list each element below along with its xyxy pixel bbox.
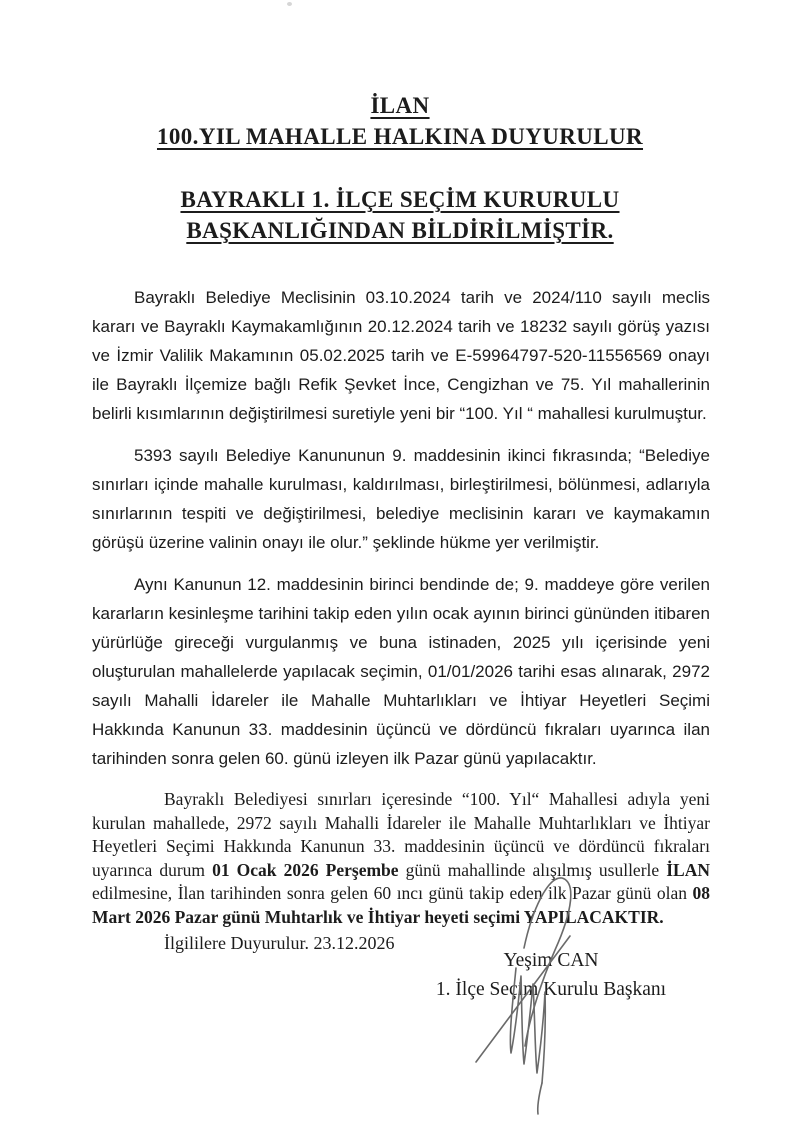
closing-line: İlgililere Duyurulur. 23.12.2026 (164, 933, 395, 953)
document-header (0, 90, 800, 247)
paragraph-segment: edilmesine, İlan tarihinden sonra gelen 60 ıncı günü takip eden ilk Pazar günü olan (92, 883, 693, 903)
signatory-title: 1. İlçe Seçim Kurulu Başkanı (435, 979, 667, 1000)
paragraph-bold-segment: 01 Ocak 2026 Perşembe (212, 859, 399, 880)
document-title-line1: İLAN (370, 93, 430, 118)
paragraph (92, 283, 710, 428)
document-body (92, 283, 710, 929)
paragraph-segment: 5393 sayılı Belediye Kanununun 9. maddesinin ikinci fıkrasında; “Belediye sınırları içinde mahalle kurulması, kaldırılması, birleştirilmesi, bölünmesi, adlarıyla sınırlarının tespiti ve değiştirilmesi, belediye meclisinin kararı ve kaymakamın görüşü üzerine valinin onayı ile olur.” şeklinde hükme yer verilmiştir. (92, 446, 710, 552)
handwritten-signature-icon (452, 868, 622, 1118)
paragraph-bold-segment: İLAN (666, 859, 710, 880)
document-subtitle-line2: BAŞKANLIĞINDAN BİLDİRİLMİŞTİR. (186, 218, 614, 243)
paragraph-segment: günü mahallinde alışılmış usullerle (398, 859, 667, 880)
paragraph (92, 570, 710, 773)
scan-artifact (287, 2, 292, 6)
signatory-name: Yeşim CAN (503, 950, 599, 971)
paragraph-segment: Aynı Kanunun 12. maddesinin birinci bendinde de; 9. maddeye göre verilen kararların kesinleşme tarihini takip eden yılın ocak ayının birinci gününden itibaren yürürlüğe gireceği vurgulanmış ve buna istinaden, 2025 yılı içerisinde yeni oluşturulan mahallelerde yapılacak seçimin, 01/01/2026 tarihi esas alınarak, 2972 sayılı Mahalli İdareler ile Mahalle Muhtarlıkları ve İhtiyar Heyetleri Seçimi Hakkında Kanunun 33. maddesinin üçüncü ve dördüncü fıkraları uyarınca ilan tarihinden sonra gelen 60. günü izleyen ilk Pazar günü yapılacaktır. (92, 575, 710, 768)
paragraph (92, 441, 710, 557)
document-subtitle-line1: BAYRAKLI 1. İLÇE SEÇİM KURURULU (180, 187, 620, 212)
paragraph-segment: Bayraklı Belediye Meclisinin 03.10.2024 tarih ve 2024/110 sayılı meclis kararı ve Bayraklı Kaymakamlığının 20.12.2024 tarih ve 18232 sayılı görüş yazısı ve İzmir Valilik Makamının 05.02.2025 tarih ve E-59964797-520-11556569 onayı ile Bayraklı İlçemize bağlı Refik Şevket İnce, Cengizhan ve 75. Yıl mahallerinin belirli kısımlarının değiştirilmesi suretiyle yeni bir “100. Yıl “ mahallesi kurulmuştur. (92, 288, 710, 423)
document-title-line2: 100.YIL MAHALLE HALKINA DUYURULUR (156, 124, 644, 149)
paragraph-segment: Bayraklı Belediyesi sınırları içeresinde “100. Yıl“ Mahallesi adıyla yeni kurulan mahallede, 2972 sayılı Mahalli İdareler ile Mahalle Muhtarlıkları ve İhtiyar Heyetleri Seçimi Hakkında Kanunun 33. maddesinin üçüncü ve dördüncü fıkraları uyarınca durum (92, 789, 710, 880)
paragraph-bold-segment: 08 Mart 2026 Pazar günü Muhtarlık ve İhtiyar heyeti seçimi YAPILACAKTIR. (92, 883, 710, 927)
